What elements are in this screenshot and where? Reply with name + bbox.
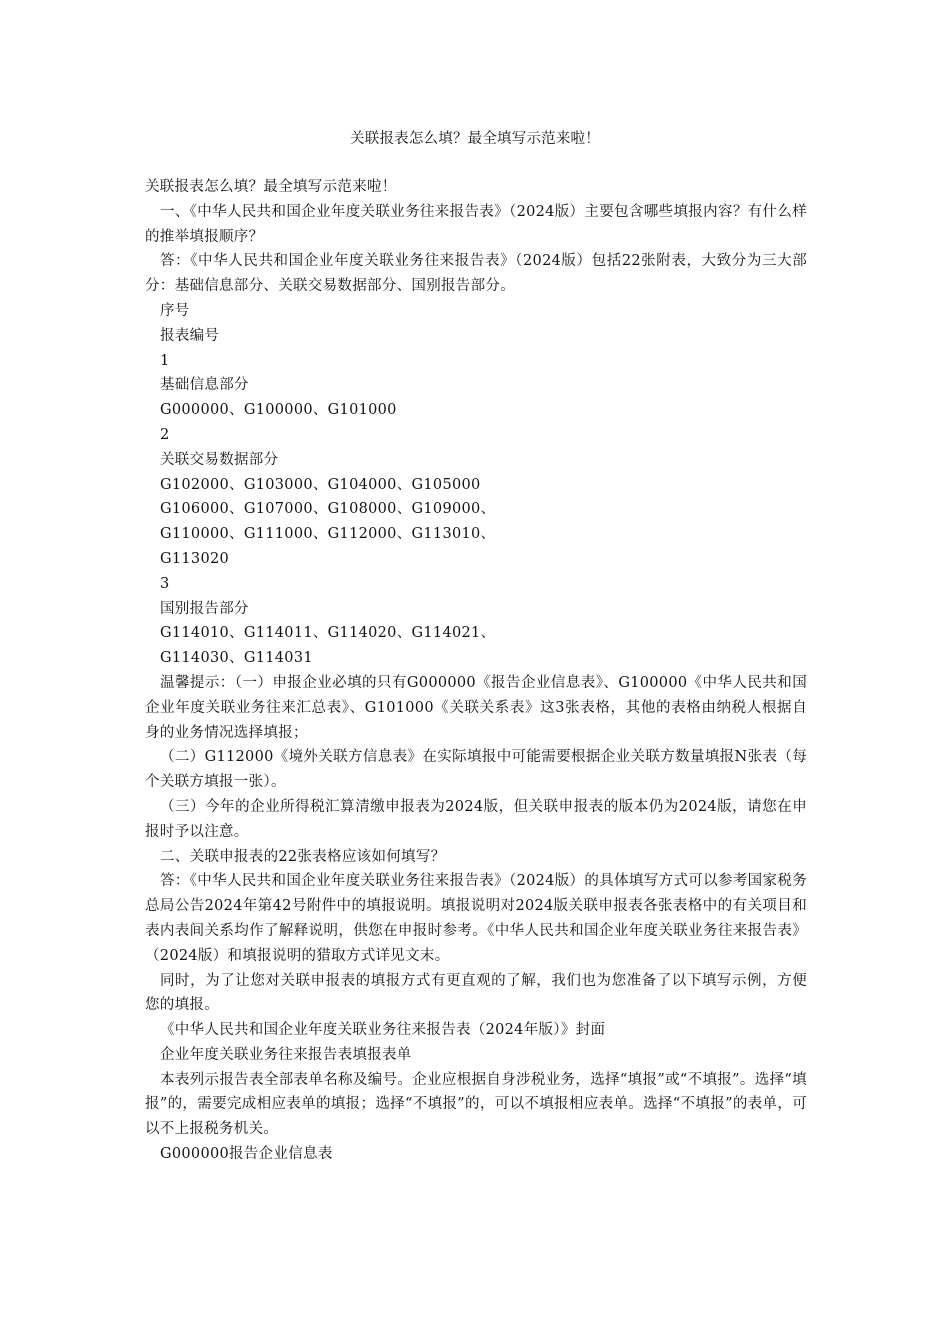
- table-row-3-section: 国别报告部分: [160, 600, 249, 617]
- table-row-1-section: 基础信息部分: [160, 377, 249, 394]
- table-header-code: 报表编号: [160, 327, 220, 344]
- table-row-2-codes-a: G102000、G103000、G104000、G105000: [160, 476, 481, 493]
- table-row-3-codes-b: G114030、G114031: [160, 650, 313, 667]
- form-list-description: 本表列示报告表全部表单名称及编号。企业应根据自身涉税业务，选择“填报”或“不填报”。选择“填报”的，需要完成相应表单的填报；选择“不填报”的，可以不填报相应表单。选择“不填报”的表单，可以不上报税务机关。: [145, 1071, 807, 1138]
- form-list-caption: 企业年度关联业务往来报告表填报表单: [160, 1046, 412, 1063]
- tip-1: 温馨提示：（一）申报企业必填的只有G000000《报告企业信息表》、G100000《中华人民共和国企业年度关联业务往来汇总表》、G101000《关联关系表》这3张表格，其他的表格由纳税人根据自身的业务情况选择填报；: [145, 674, 807, 741]
- table-row-2-codes-c: G110000、G111000、G112000、G113010、: [160, 526, 496, 543]
- body-heading: 关联报表怎么填？最全填写示范来啦！: [145, 179, 397, 195]
- tip-3: （三）今年的企业所得税汇算清缴申报表为2024版，但关联申报表的版本仍为2024版，请您在申报时予以注意。: [145, 798, 807, 840]
- table-row-2-codes-b: G106000、G107000、G108000、G109000、: [160, 501, 496, 518]
- document-title: 关联报表怎么填？最全填写示范来啦！: [350, 131, 600, 147]
- g000000-caption: G000000报告企业信息表: [160, 1146, 333, 1163]
- table-row-3-index: 3: [160, 575, 170, 592]
- table-row-1-codes: G000000、G100000、G101000: [160, 402, 397, 419]
- table-row-3-codes-a: G114010、G114011、G114020、G114021、: [160, 625, 496, 642]
- document-body: [145, 175, 807, 1167]
- table-row-2-index: 2: [160, 426, 170, 443]
- answer-2: 答：《中华人民共和国企业年度关联业务往来报告表》（2024版）的具体填写方式可以参考国家税务总局公告2024年第42号附件中的填报说明。填报说明对2024版关联申报表各张表格中的有关项目和表内表间关系均作了解释说明，供您在申报时参考。《中华人民共和国企业年度关联业务往来报告表》（2024版）和填报说明的猎取方式详见文末。: [145, 873, 807, 964]
- table-row-2-codes-d: G113020: [160, 550, 230, 567]
- table-row-2-section: 关联交易数据部分: [160, 451, 279, 468]
- example-intro: 同时，为了让您对关联申报表的填报方式有更直观的了解，我们也为您准备了以下填写示例，方便您的填报。: [145, 972, 807, 1014]
- tip-2: （二）G112000《境外关联方信息表》在实际填报中可能需要根据企业关联方数量填报N张表（每个关联方填报一张）。: [145, 749, 807, 791]
- table-row-1-index: 1: [160, 352, 170, 369]
- answer-1: 答：《中华人民共和国企业年度关联业务往来报告表》（2024版）包括22张附表，大致分为三大部分：基础信息部分、关联交易数据部分、国别报告部分。: [145, 253, 807, 295]
- question-2: 二、关联申报表的22张表格应该如何填写？: [160, 848, 446, 865]
- cover-caption: 《中华人民共和国企业年度关联业务往来报告表（2024年版）》封面: [160, 1022, 606, 1039]
- question-1: 一、《中华人民共和国企业年度关联业务往来报告表》（2024版）主要包含哪些填报内容？有什么样的推举填报顺序？: [145, 203, 807, 245]
- table-header-index: 序号: [160, 302, 190, 319]
